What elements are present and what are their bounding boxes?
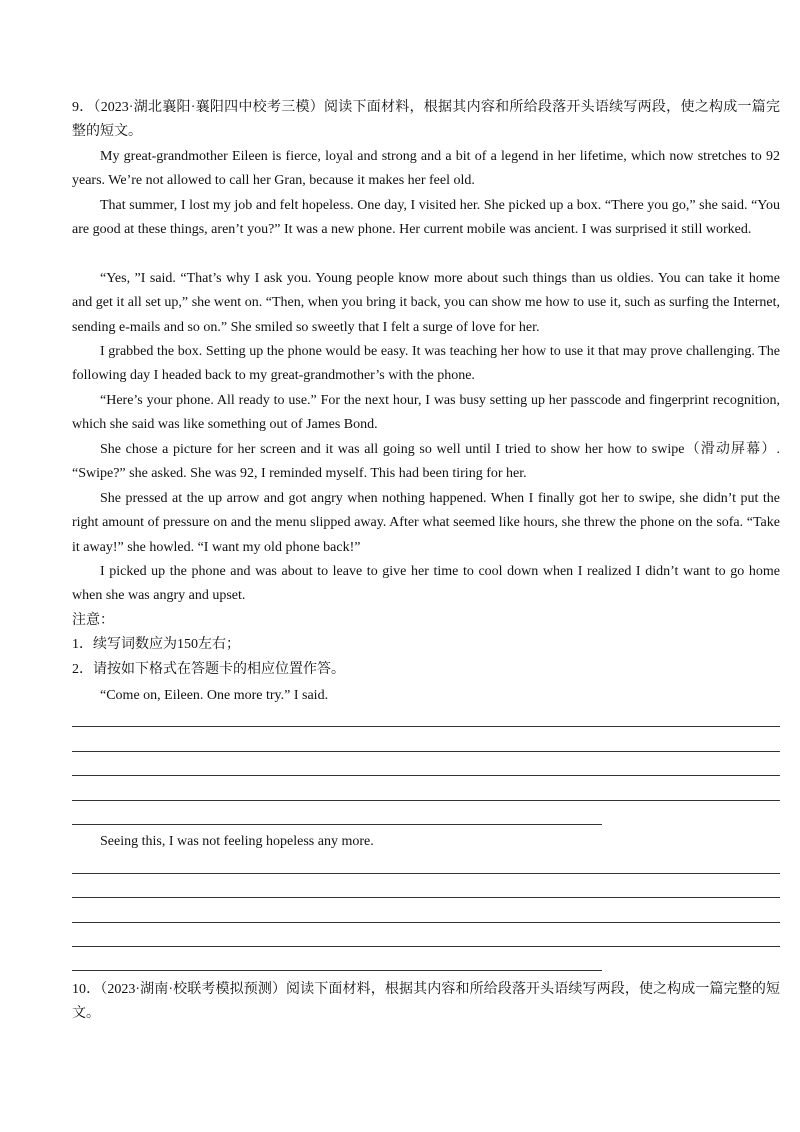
paragraph-starter-2: Seeing this, I was not feeling hopeless any more. <box>100 834 374 849</box>
answer-line <box>72 922 780 923</box>
answer-line <box>72 970 602 971</box>
paragraph-starter-1: “Come on, Eileen. One more try.” I said. <box>100 688 329 703</box>
story-paragraph-6: She chose a picture for her screen and it was all going so well until I tried to show her how to swipe（滑动屏幕）. “Swipe?” she asked. She was 92, I reminded myself. This had been tiring for her. <box>72 442 780 482</box>
answer-line <box>72 873 780 874</box>
story-paragraph-8: I picked up the phone and was about to leave to give her time to cool down when I realized I didn’t want to go home when she was angry and upset. <box>72 564 780 604</box>
story-paragraph-2: That summer, I lost my job and felt hopeless. One day, I visited her. She picked up a box. “There you go,” she said. “You are good at these things, aren’t you?” It was a new phone. Her current mobile was ancient. I was surprised it still worked. <box>72 198 780 238</box>
answer-line <box>72 800 780 801</box>
note-answer-format: 2．请按如下格式在答题卡的相应位置作答。 <box>72 662 345 677</box>
note-word-count: 1．续写词数应为150左右； <box>72 637 240 652</box>
story-paragraph-1: My great-grandmother Eileen is fierce, loyal and strong and a bit of a legend in her lifetime, which now stretches to 92 years. We’re not allowed to call her Gran, because it makes her feel old. <box>72 149 780 189</box>
answer-line <box>72 824 602 825</box>
question-10-title: 10．（2023·湖南·校联考模拟预测）阅读下面材料，根据其内容和所给段落开头语续写两段，使之构成一篇完整的短文。 <box>72 982 780 1022</box>
answer-line <box>72 946 780 947</box>
story-paragraph-5: “Here’s your phone. All ready to use.” For the next hour, I was busy setting up her passcode and fingerprint recognition, which she said was like something out of James Bond. <box>72 393 780 433</box>
notes-label: 注意： <box>72 613 114 628</box>
question-9-title: 9．（2023·湖北襄阳·襄阳四中校考三模）阅读下面材料，根据其内容和所给段落开头语续写两段，使之构成一篇完整的短文。 <box>72 100 780 140</box>
story-paragraph-7: She pressed at the up arrow and got angry when nothing happened. When I finally got her to swipe, she didn’t put the right amount of pressure on and the menu slipped away. After what seemed like hours, she threw the phone on the sofa. “Take it away!” she howled. “I want my old phone back!” <box>72 491 780 555</box>
story-paragraph-3: “Yes, ”I said. “That’s why I ask you. Young people know more about such things than us oldies. You can take it home and get it all set up,” she went on. “Then, when you bring it back, you can show me how to use it, such as surfing the Internet, sending e-mails and so on.” She smiled so sweetly that I felt a surge of love for her. <box>72 271 780 335</box>
answer-line <box>72 726 780 727</box>
story-paragraph-4: I grabbed the box. Setting up the phone would be easy. It was teaching her how to use it that may prove challenging. The following day I headed back to my great-grandmother’s with the phone. <box>72 344 780 384</box>
answer-line <box>72 775 780 776</box>
answer-line <box>72 897 780 898</box>
answer-line <box>72 751 780 752</box>
